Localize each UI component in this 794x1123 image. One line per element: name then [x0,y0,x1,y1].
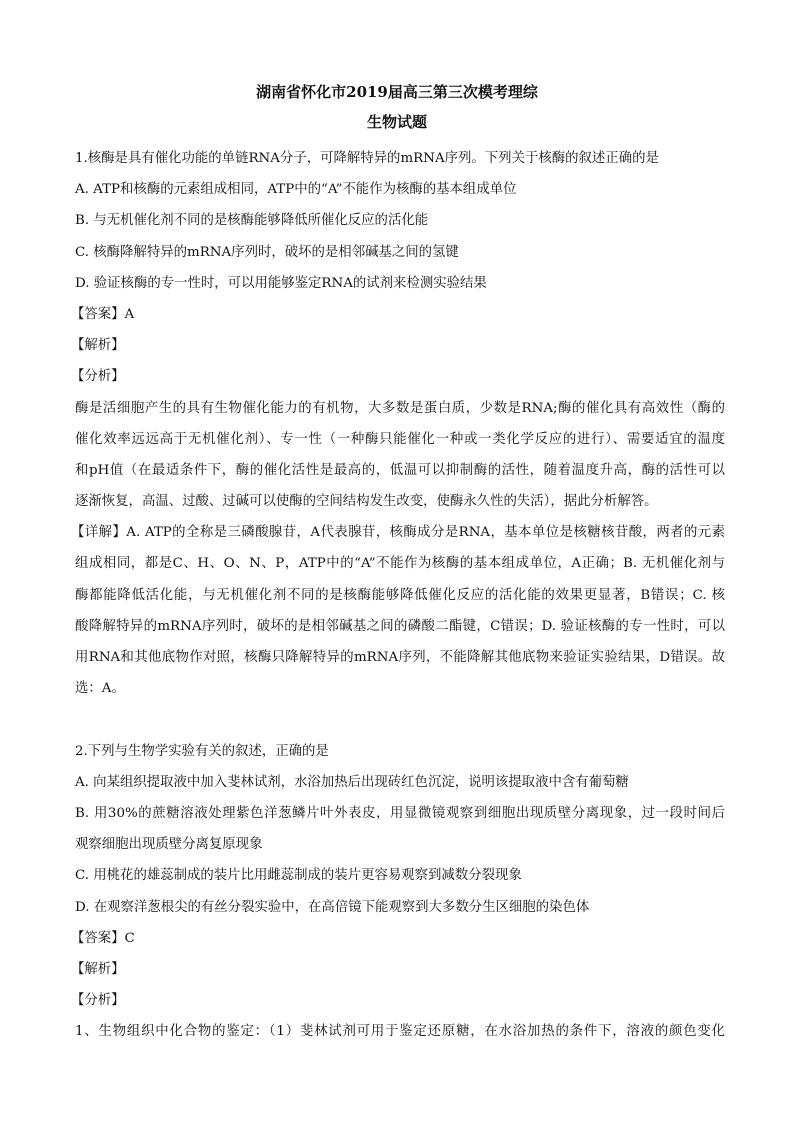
q1-fenxi-line: 逐渐恢复，高温、过酸、过碱可以使酶的空间结构发生改变，使酶永久性的失活），据此分析解答。 [75,494,658,510]
q1-analysis-heading: 【解析】 [71,338,125,354]
q1-detail-line: 选：A。 [75,681,125,697]
q2-fenxi-heading: 【分析】 [71,993,125,1009]
q1-option-a: A. ATP和核酶的元素组成相同，ATP中的“A”不能作为核酶的基本组成单位 [75,182,517,198]
q2-analysis-heading: 【解析】 [71,961,125,977]
q1-fenxi-line: 催化效率远远高于无机催化剂）、专一性（一种酶只能催化一种或一类化学反应的进行）、需要适宜的温度 [75,431,725,447]
q2-option-b: B. 用30%的蔗糖溶液处理紫色洋葱鳞片叶外表皮，用显微镜观察到细胞出现质壁分离现象，过一段时间后 [75,805,725,821]
q1-fenxi-line: 和pH值（在最适条件下，酶的催化活性是最高的，低温可以抑制酶的活性，随着温度升高，酶的活性可以 [75,462,725,478]
q1-fenxi-heading: 【分析】 [71,369,125,385]
spacer [75,704,725,735]
q1-option-b: B. 与无机催化剂不同的是核酶能够降低所催化反应的活化能 [75,213,429,229]
q1-fenxi-line: 酶是活细胞产生的具有生物催化能力的有机物，大多数是蛋白质，少数是RNA;酶的催化具有高效性（酶的 [75,400,725,416]
q2-option-d: D. 在观察洋葱根尖的有丝分裂实验中，在高倍镜下能观察到大多数分生区细胞的染色体 [75,899,590,915]
q1-option-d: D. 验证核酶的专一性时，可以用能够鉴定RNA的试剂来检测实验结果 [75,275,487,291]
q1-detail-line: 【详解】A. ATP的全称是三磷酸腺苷，A代表腺苷，核酶成分是RNA，基本单位是核糖核苷酸，两者的元素 [71,525,725,541]
q1-option-c: C. 核酶降解特异的mRNA序列时，破坏的是相邻碱基之间的氢键 [75,244,459,260]
q1-stem: 1.核酶是具有催化功能的单链RNA分子，可降解特异的mRNA序列。下列关于核酶的叙述正确的是 [75,151,659,166]
q1-detail-line: 酶都能降低活化能，与无机催化剂不同的是核酶能够降低催化反应的活化能的效果更显著，B错误；C. 核 [75,587,725,603]
q2-option-a: A. 向某组织提取液中加入斐林试剂，水浴加热后出现砖红色沉淀，说明该提取液中含有葡萄糖 [75,774,629,790]
q2-stem: 2.下列与生物学实验有关的叙述，正确的是 [75,743,329,759]
q1-detail-line: 酸降解特异的mRNA序列时，破坏的是相邻碱基之间的磷酸二酯键，C错误；D. 验证核酶的专一性时，可以 [75,618,725,634]
q1-answer: 【答案】A [71,306,135,322]
q1-detail-line: 用RNA和其他底物作对照，核酶只降解特异的mRNA序列，不能降解其他底物来验证实验结果，D错误。故 [75,650,725,665]
q1-detail-line: 组成相同，都是C、H、O、N、P，ATP中的“A”不能作为核酶的基本组成单位，A正确；B. 无机催化剂与 [75,556,725,572]
page-title: 湖南省怀化市2019届高三第三次模考理综 [256,83,538,101]
q2-fenxi-line: 1、生物组织中化合物的鉴定：（1）斐林试剂可用于鉴定还原糖，在水浴加热的条件下，溶液的颜色变化 [75,1024,725,1040]
document-body [71,143,725,1047]
q2-option-c: C. 用桃花的雄蕊制成的装片比用雌蕊制成的装片更容易观察到减数分裂现象 [75,868,522,884]
page-subtitle: 生物试题 [366,113,427,131]
q2-answer: 【答案】C [71,930,135,946]
q2-option-b-cont: 观察细胞出现质壁分离复原现象 [75,837,263,853]
